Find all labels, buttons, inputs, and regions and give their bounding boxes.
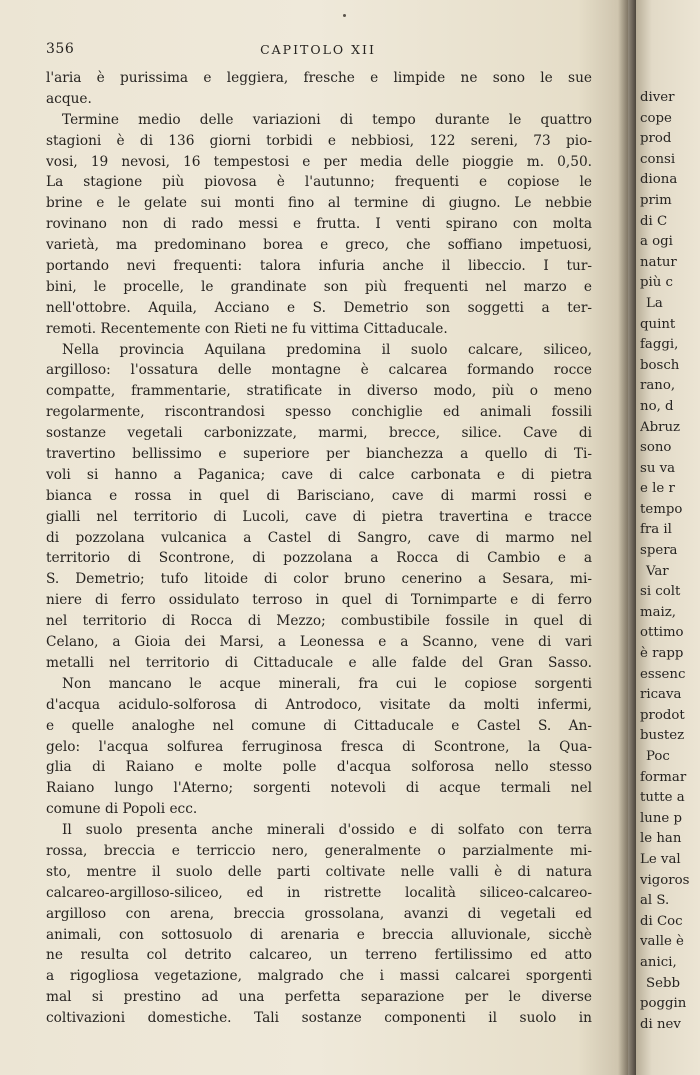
text-line: travertino bellissimo e superiore per bianchezza a quello di Ti- xyxy=(46,446,592,463)
right-text-line: al S. xyxy=(640,893,670,909)
right-text-line: lune p xyxy=(640,810,682,826)
right-text-line: sono xyxy=(640,440,672,456)
right-text-line: prim xyxy=(640,192,672,208)
text-line: coltivazioni domestiche. Tali sostanze componenti il suolo in xyxy=(46,1010,592,1027)
text-line: La stagione più piovosa è l'autunno; frequenti e copiose le xyxy=(46,174,592,191)
right-text-line: e le r xyxy=(640,481,675,497)
text-line: bini, le procelle, le grandinate son più frequenti nel marzo e xyxy=(46,278,592,295)
text-line: animali, con sottosuolo di arenaria e breccia alluvionale, sicchè xyxy=(46,926,592,943)
right-text-line: ottimo xyxy=(640,625,684,641)
text-line: a rigogliosa vegetazione, malgrado che i massi calcarei sporgenti xyxy=(46,968,592,985)
text-line: Celano, a Gioia dei Marsi, a Leonessa e a Scanno, vene di vari xyxy=(46,634,592,651)
right-page-edge xyxy=(636,0,700,1075)
right-text-line: si colt xyxy=(640,584,681,600)
text-line: comune di Popoli ecc. xyxy=(46,801,198,818)
right-text-line: diver xyxy=(640,90,675,105)
text-line: stagioni è di 136 giorni torbidi e nebbiosi, 122 sereni, 73 pio- xyxy=(46,132,592,149)
right-text-line: La xyxy=(646,295,663,311)
right-text-line: di C xyxy=(640,213,668,229)
right-text-line: a ogi xyxy=(640,234,673,250)
right-text-line: vigoros xyxy=(640,872,690,888)
right-text-line: su va xyxy=(640,460,676,476)
right-text-line: bustez xyxy=(640,728,685,744)
page-header xyxy=(46,41,590,65)
right-text-line: le han xyxy=(640,831,682,847)
page-number: 356 xyxy=(46,41,75,57)
text-line: vosi, 19 nevosi, 16 tempestosi e per media delle pioggie m. 0,50. xyxy=(46,153,592,170)
text-line: glia di Raiano e molte polle d'acqua solforosa nello stesso xyxy=(46,759,592,776)
text-line: gialli nel territorio di Lucoli, cave di pietra travertina e tracce xyxy=(46,508,592,525)
right-text-line: ricava xyxy=(640,687,682,703)
text-line: argilloso: l'ossatura delle montagne è calcarea formando rocce xyxy=(46,362,592,379)
text-line: niere di ferro ossidulato terroso in quel di Tornimparte e di ferro xyxy=(46,592,592,609)
text-line: nel territorio di Rocca di Mezzo; combustibile fossile in quel di xyxy=(46,613,592,630)
right-text-line: natur xyxy=(640,254,677,270)
right-text-line: diona xyxy=(640,172,678,188)
text-line: di pozzolana vulcanica a Castel di Sangro, cave di marmo nel xyxy=(46,529,592,546)
text-line: bianca e rossa in quel di Barisciano, cave di marmi rossi e xyxy=(46,487,592,504)
text-line: portando nevi frequenti: talora infuria anche il libeccio. I tur- xyxy=(46,258,592,275)
right-text-line: consi xyxy=(640,151,676,167)
text-line: ne resulta col detrito calcareo, un terreno fertilissimo ed atto xyxy=(46,947,592,964)
text-line: sto, mentre il suolo delle parti coltivate nelle valli è di natura xyxy=(46,863,592,880)
running-title: CAPITOLO XII xyxy=(260,42,376,57)
text-line: d'acqua acidulo-solforosa di Antrodoco, visitate da molti infermi, xyxy=(46,696,592,713)
text-line: remoti. Recentemente con Rieti ne fu vittima Cittaducale. xyxy=(46,320,448,337)
right-text-line: tempo xyxy=(640,501,683,517)
text-line: Il suolo presenta anche minerali d'ossido e di solfato con terra xyxy=(62,822,592,839)
right-text-line: Abruz xyxy=(640,419,681,435)
right-page-text xyxy=(640,88,700,1035)
right-text-line: faggi, xyxy=(640,337,679,353)
text-line: brine e le gelate sui monti fino al termine di giugno. Le nebbie xyxy=(46,195,592,212)
right-text-line: poggin xyxy=(640,996,687,1012)
right-text-line: Poc xyxy=(646,749,670,764)
text-line: metalli nel territorio di Cittaducale e alle falde del Gran Sasso. xyxy=(46,654,592,671)
right-text-line: tutte a xyxy=(640,790,685,806)
text-line: nell'ottobre. Aquila, Acciano e S. Demetrio son soggetti a ter- xyxy=(46,299,592,316)
text-line: compatte, frammentarie, stratificate in diverso modo, più o meno xyxy=(46,383,592,400)
text-line: rovinano non di rado messi e frutta. I venti spirano con molta xyxy=(46,216,592,233)
text-line: acque. xyxy=(46,90,92,107)
right-text-line: fra il xyxy=(640,522,672,538)
text-line: regolarmente, riscontrandosi spesso conchiglie ed animali fossili xyxy=(46,404,592,421)
text-line: Nella provincia Aquilana predomina il suolo calcare, siliceo, xyxy=(62,341,592,358)
right-text-line: spera xyxy=(640,543,678,559)
text-line: calcareo-argilloso-siliceo, ed in ristrette località siliceo-calcareo- xyxy=(46,884,592,901)
body-text xyxy=(46,68,592,1029)
text-line: rossa, breccia e terriccio nero, generalmente o parzialmente mi- xyxy=(46,842,592,859)
right-text-line: no, d xyxy=(640,398,674,414)
ink-dot xyxy=(343,14,346,17)
text-line: territorio di Scontrone, di pozzolana a Rocca di Cambio e a xyxy=(46,550,592,567)
right-text-line: più c xyxy=(640,275,674,291)
right-text-line: maiz, xyxy=(640,604,677,620)
text-line: voli si hanno a Paganica; cave di calce carbonata e di pietra xyxy=(46,466,592,483)
right-text-line: Sebb xyxy=(646,975,681,991)
right-text-line: essenc xyxy=(640,666,686,682)
right-text-line: di nev xyxy=(640,1016,681,1032)
text-line: Termine medio delle variazioni di tempo durante le quattro xyxy=(62,111,592,128)
text-line: gelo: l'acqua solfurea ferruginosa fresca di Scontrone, la Qua- xyxy=(46,738,592,755)
right-text-line: valle è xyxy=(640,934,684,950)
text-line: e quelle analoghe nel comune di Cittaducale e Castel S. An- xyxy=(46,717,592,734)
text-line: Non mancano le acque minerali, fra cui le copiose sorgenti xyxy=(62,675,592,692)
right-text-line: è rapp xyxy=(640,646,684,662)
right-text-line: bosch xyxy=(640,357,680,373)
text-line: varietà, ma predominano borea e greco, che soffiano impetuosi, xyxy=(46,237,592,254)
right-text-line: rano, xyxy=(640,378,676,394)
right-text-line: quint xyxy=(640,316,676,332)
text-line: mal si prestino ad una perfetta separazione per le diverse xyxy=(46,989,592,1006)
text-line: Raiano lungo l'Aterno; sorgenti notevoli di acque termali nel xyxy=(46,780,592,797)
right-text-line: Le val xyxy=(640,851,681,867)
right-text-line: prodot xyxy=(640,707,685,723)
text-line: argilloso con arena, breccia grossolana, avanzi di vegetali ed xyxy=(46,905,592,922)
right-text-line: cope xyxy=(640,110,672,126)
right-text-line: Var xyxy=(646,563,669,579)
right-text-line: di Coc xyxy=(640,913,683,929)
right-text-line: formar xyxy=(640,769,687,785)
text-line: S. Demetrio; tufo litoide di color bruno cenerino a Sesara, mi- xyxy=(46,571,592,588)
text-line: sostanze vegetali carbonizzate, marmi, brecce, silice. Cave di xyxy=(46,425,592,442)
right-text-line: prod xyxy=(640,131,672,147)
right-text-line: anici, xyxy=(640,954,677,970)
text-line: l'aria è purissima e leggiera, fresche e limpide ne sono le sue xyxy=(46,70,592,86)
